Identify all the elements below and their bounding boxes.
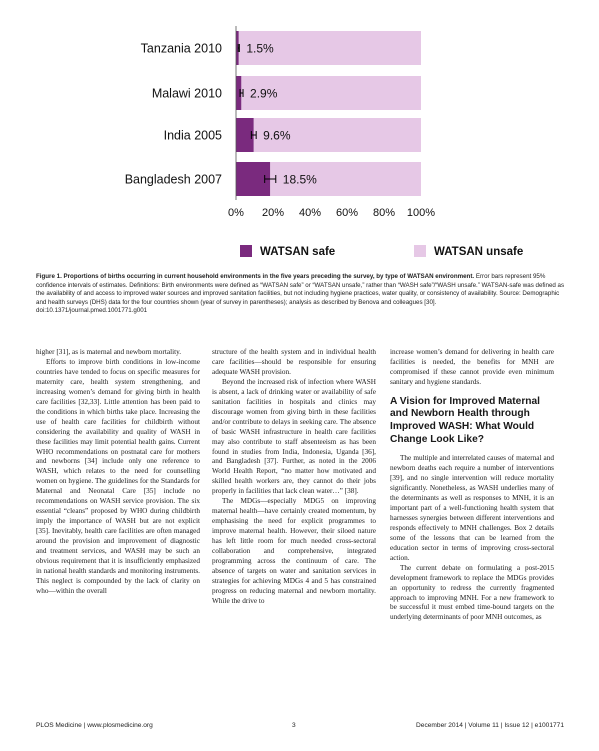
paragraph: structure of the health system and in individual health care facilities—should be responsible for ensuring adequate WASH provision. xyxy=(212,348,376,376)
figure-1-chart xyxy=(0,0,599,270)
page-footer xyxy=(36,722,564,734)
text-column-3 xyxy=(390,348,554,623)
caption-body: Error bars represent 95% confidence intervals of estimates. Definitions: Birth environments were defined as “WATSAN safe” or “WATSAN unsafe,” rather than “WASH safe”/“WASH unsafe.” WATSAN-safe was defined as the availability of and access to improved water sources and improved sanitation facilities, but not including hygiene practices, water quality, or consistency of availability. Source: Demographic and health surveys (DHS) data for the four countries shown (year of survey in parentheses); analysis as described by Benova and colleagues [30]. xyxy=(36,273,565,306)
paragraph: increase women’s demand for delivering in health care facilities is needed, the benefits for MNH are compromised if these cannot provide even minimum sanitary and hygiene standards. xyxy=(390,348,554,386)
x-tick-label: 80% xyxy=(372,207,396,219)
legend-label: WATSAN unsafe xyxy=(434,246,524,258)
category-label: Bangladesh 2007 xyxy=(124,172,222,187)
footer-journal: PLOS Medicine | www.plosmedicine.org xyxy=(36,722,153,729)
paragraph: Efforts to improve birth conditions in low-income countries have tended to focus on specific measures for maternity care, health system strengthening, and increasing women’s demand for giving birth in health care facilities [32,33]. Little attention has been paid to the conditions in which births take place. Increasing the use of health care facilities for childbirth without considering the availability and quality of WASH in these facilities may limit potential health gains. Current WHO recommendations on postnatal care for mothers and newborns [34] include only one reference to WASH, which relates to the need for counselling women on hygiene. The guidelines for the Standards for Maternal and Neonatal Care [35] include no recommendations on WASH service provision. The six essential “cleans” proposed by WHO during childbirth imply the importance of WASH but are not explicit [35]. Inevitably, health care facilities are often managed around the provision and improvement of diagnostic and treatment services, and WASH may be such an obvious requirement that it is insufficiently emphasized in national health standards and monitoring instruments. This neglect is compounded by the lack of clarity on who—within the overall xyxy=(36,357,200,595)
legend-label: WATSAN safe xyxy=(260,246,336,258)
data-label: 1.5% xyxy=(246,41,274,56)
paragraph: The MDGs—especially MDG5 on improving maternal health—have certainly created momentum, by emphasising the need for explicit programmes to improve maternal health. However, their siloed nature has left little room for much needed cross-sectoral collaboration and comprehensive, integrated programming across the continuum of care. The absence of targets on water and sanitation services in strategies for achieving MDGs 4 and 5 has constrained progress on reducing maternal and newborn mortality. While the drive to xyxy=(212,497,376,605)
paragraph: higher [31], as is maternal and newborn mortality. xyxy=(36,348,182,356)
legend-swatch xyxy=(414,245,426,257)
text-column-1 xyxy=(36,348,200,597)
category-label: Tanzania 2010 xyxy=(140,41,222,56)
x-tick-label: 100% xyxy=(406,207,436,219)
data-label: 9.6% xyxy=(263,128,291,143)
category-label: Malawi 2010 xyxy=(151,86,222,101)
data-label: 18.5% xyxy=(282,172,317,187)
x-tick-label: 60% xyxy=(335,207,359,219)
figure-caption xyxy=(36,273,568,316)
category-label: India 2005 xyxy=(163,128,222,143)
paragraph: The multiple and interrelated causes of maternal and newborn deaths each require a number of interventions [39], and no single intervention will reduce mortality significantly. Nonetheless, as WASH underlies many of the determinants as well as responses to MNH, it is an important part of a well-functioning health system that harnesses synergies between different interventions and responds effectively to MNH challenges. Box 2 details some of the lessons that can be learned from the education sector in terms of improving cross-sectoral action. xyxy=(390,454,554,562)
x-tick-label: 40% xyxy=(298,207,322,219)
page-number: 3 xyxy=(292,722,296,729)
x-tick-label: 20% xyxy=(261,207,285,219)
x-tick-label: 0% xyxy=(228,207,244,219)
paragraph: The current debate on formulating a post-2015 development framework to replace the MDGs provides an opportunity to redress the currently fragmented approach to improving MNH. For a new framework to be successful it must embed time-bound targets on the underlying determinants of poor MNH outcomes, as xyxy=(390,563,554,622)
legend-swatch xyxy=(240,245,252,257)
text-column-2 xyxy=(212,348,376,607)
caption-label: Figure 1. Proportions of births occurring in current household environments in the five years preceding the survey, by type of WATSAN environment. xyxy=(36,273,475,280)
paragraph: Beyond the increased risk of infection where WASH is absent, a lack of drinking water or availability of safe sanitation facilities in hospitals and clinics may discourage women from giving birth in these facilities and/or contribute to delays in seeking care. The absence of basic WASH infrastructure in health care facilities may also contribute to staff absenteeism as has been found in studies from India, Indonesia, Uganda [36], and Bangladesh [37]. Further, as noted in the 2006 World Health Report, “no matter how motivated and skilled health workers are, they cannot do their jobs properly in facilities that lack clean water…” [38]. xyxy=(212,377,376,496)
footer-issue: December 2014 | Volume 11 | Issue 12 | e1001771 xyxy=(416,722,564,729)
data-label: 2.9% xyxy=(250,86,278,101)
caption-doi: doi:10.1371/journal.pmed.1001771.g001 xyxy=(36,307,148,315)
section-heading: A Vision for Improved Maternal and Newborn Health through Improved WASH: What Would Change Look Like? xyxy=(390,395,541,445)
